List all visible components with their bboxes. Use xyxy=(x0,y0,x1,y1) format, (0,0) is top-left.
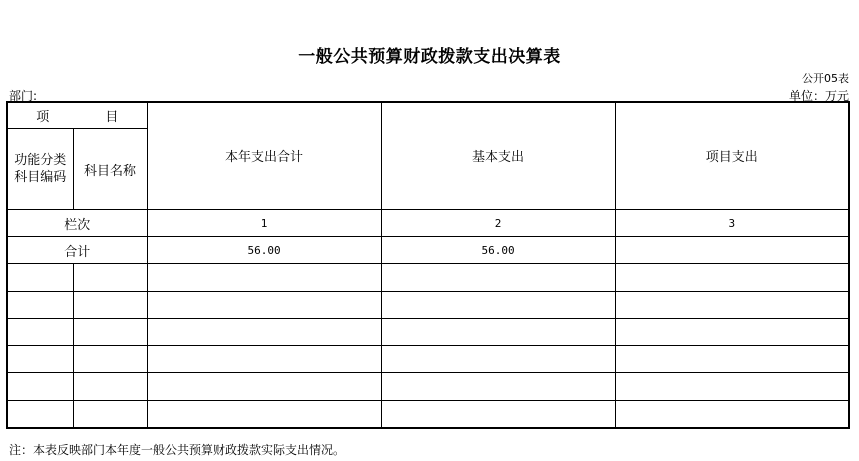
sum-total: 56.00 xyxy=(147,237,381,264)
header-func-code: 功能分类科目编码 xyxy=(7,129,73,210)
page-title: 一般公共预算财政拨款支出决算表 xyxy=(298,47,561,67)
table-row xyxy=(7,373,849,400)
col-index-1: 1 xyxy=(147,209,381,236)
header-subject-name: 科目名称 xyxy=(73,129,147,210)
expenditure-table xyxy=(6,101,850,429)
footnote: 注：本表反映部门本年度一般公共预算财政拨款实际支出情况。 xyxy=(9,443,346,457)
form-number: 公开05表 xyxy=(802,72,849,85)
col-index-3: 3 xyxy=(615,209,849,236)
table-row xyxy=(7,346,849,373)
sum-label: 合计 xyxy=(7,237,147,264)
table-row xyxy=(7,400,849,428)
table-row xyxy=(7,318,849,345)
table-row xyxy=(7,264,849,291)
header-total: 本年支出合计 xyxy=(147,102,381,209)
unit-label: 单位：万元 xyxy=(788,89,849,103)
header-project: 项目支出 xyxy=(615,102,849,209)
sum-basic: 56.00 xyxy=(381,237,615,264)
sum-project xyxy=(615,237,849,264)
col-index-2: 2 xyxy=(381,209,615,236)
col-index-label: 栏次 xyxy=(7,209,147,236)
header-item: 项 目 xyxy=(7,102,147,129)
table-row xyxy=(7,291,849,318)
header-basic: 基本支出 xyxy=(381,102,615,209)
department-label: 部门: xyxy=(9,89,38,103)
